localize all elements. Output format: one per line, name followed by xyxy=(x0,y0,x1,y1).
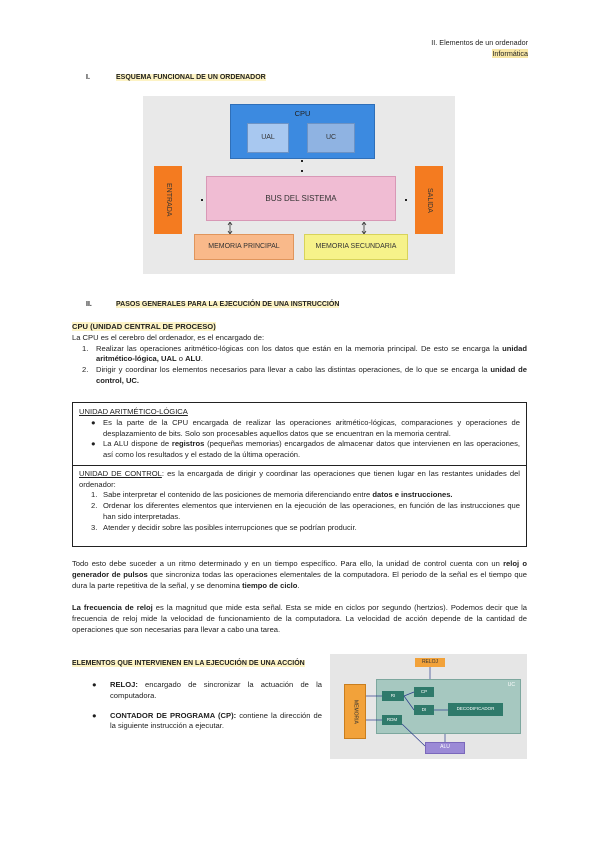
cpu-item-2-num: 2. xyxy=(82,365,89,375)
alu-bullet-1-text: Es la parte de la CPU encargada de realizar las operaciones aritmético-lógicas, comparaciones y operaciones de desplazamiento de bits. Solo son procesables aquellos datos que se encuentran en la memoria central. xyxy=(103,417,520,438)
uc-item-3-num: 3. xyxy=(91,522,98,532)
cpu-item-2-end: . xyxy=(136,375,140,385)
header-subject xyxy=(492,49,528,59)
cpu-item-1-text: Realizar las operaciones aritmético-lógicas con los datos que están en la memoria principal. De esto se encarga la xyxy=(96,343,499,353)
bullet-icon: ● xyxy=(92,710,97,720)
input-box xyxy=(154,166,182,234)
secondary-memory-label: MEMORIA SECUNDARIA xyxy=(315,243,397,251)
cpu-heading xyxy=(72,322,527,333)
d2-decoder-label: DECODIFICADOR xyxy=(456,706,495,712)
alu-title: UNIDAD ARITMÉTICO-LÓGICA xyxy=(79,407,188,416)
cpu-item-2 xyxy=(72,365,527,387)
bullet-icon: ● xyxy=(91,417,96,427)
main-memory-box xyxy=(194,234,294,260)
output-label: SALIDA xyxy=(425,187,433,213)
section-1-heading xyxy=(86,73,266,83)
ual-label: UAL xyxy=(261,134,275,142)
cpu-item-1-end: . xyxy=(200,354,203,364)
alu-bullet-2 xyxy=(79,439,520,461)
connector-dot xyxy=(301,170,303,172)
cpu-item-2-text: Dirigir y coordinar los elementos necesarios para llevar a cabo las distintas operaciones, de lo que se encarga la xyxy=(96,365,488,375)
section-2-num: II. xyxy=(86,301,92,308)
uc-intro-text: : es la encargada de dirigir y coordinar las operaciones que tienen lugar en las restantes unidades del ordenador: xyxy=(79,468,520,489)
d2-alu-label: ALU xyxy=(440,744,450,751)
d2-memory-label: MEMORIA xyxy=(352,699,359,724)
element-clock xyxy=(90,680,322,702)
alu-bullet-1 xyxy=(79,418,520,440)
uc-item-2-text: Ordenar los diferentes elementos que intervienen en la ejecución de las operaciones, en función de las instrucciones que han sido interpretadas. xyxy=(103,501,520,522)
d2-ri-label: RI xyxy=(390,692,396,698)
element-pc-text: contiene la dirección de la siguiente instrucción a ejecutar. xyxy=(110,710,322,731)
section-1-num: I. xyxy=(86,74,90,81)
header-subtitle: II. Elementos de un ordenador xyxy=(431,38,528,47)
uc-item-1 xyxy=(79,490,520,501)
cpu-heading-text: CPU (UNIDAD CENTRAL DE PROCESO) xyxy=(72,322,216,331)
cpu-intro: La CPU es el cerebro del ordenador, es el encargado de: xyxy=(72,332,265,342)
uc-item-2-num: 2. xyxy=(91,501,98,511)
d2-clock-label: RELOJ xyxy=(421,658,439,665)
clock-p1-post: que sincroniza todas las operaciones elementales de la computadora. El periodo de la señal es el tiempo que dura la parte repetitiva de la señal, y se denomina xyxy=(72,569,527,590)
header-subject-text: Informática xyxy=(492,49,528,58)
cpu-box xyxy=(230,104,375,159)
d2-uc-label: UC xyxy=(507,682,515,688)
d2-connectors-icon xyxy=(330,654,527,759)
d2-di-label: DI xyxy=(421,706,427,712)
uc-box xyxy=(307,123,355,153)
section-2-title: PASOS GENERALES PARA LA EJECUCIÓN DE UNA INSTRUCCIÓN xyxy=(116,301,340,308)
cpu-item-1-num: 1. xyxy=(82,343,89,353)
arrow-bus-storage-icon xyxy=(361,222,367,234)
connector-dot xyxy=(301,160,303,162)
alu-bullet-2-bold: registros xyxy=(171,439,205,449)
connector-dot xyxy=(405,199,407,201)
element-pc-bold: CONTADOR DE PROGRAMA (CP): xyxy=(110,710,237,720)
uc-item-1-num: 1. xyxy=(91,490,98,500)
uc-item-1-bold: datos e instrucciones xyxy=(372,490,451,500)
frequency-paragraph xyxy=(72,603,527,635)
main-memory-label: MEMORIA PRINCIPAL xyxy=(208,243,280,251)
frequency-text: es la magnitud que mide esta señal. Esta se mide en ciclos por segundo (hertzios). Podemos decir que la frecuencia de reloj mide la velocidad de funcionamiento de la computadora. La velocidad de acción depende de la cantidad de operaciones que son necesarias para llevar a cabo una tarea. xyxy=(72,603,527,634)
input-label: ENTRADA xyxy=(164,183,172,217)
cpu-section xyxy=(72,322,527,387)
d2-rdm-label: RDM xyxy=(386,716,398,722)
cpu-item-1-mid: o xyxy=(178,354,183,364)
section-1-title: ESQUEMA FUNCIONAL DE UN ORDENADOR xyxy=(116,74,266,81)
cpu-item-1-bold: unidad aritmético-lógica, UAL xyxy=(96,343,527,364)
clock-p1-bold2: tiempo de ciclo xyxy=(242,580,298,590)
clock-paragraph xyxy=(72,559,527,591)
connector-dot xyxy=(201,199,203,201)
d2-cp-label: CP xyxy=(420,688,428,694)
clock-p1-pre: Todo esto debe suceder a un ritmo determinado y en un tiempo específico. Para ello, la unidad de control cuenta con un xyxy=(72,559,500,568)
element-pc xyxy=(90,711,322,733)
section-2-heading xyxy=(86,300,339,310)
cpu-label: CPU xyxy=(294,109,311,118)
elements-list xyxy=(90,680,322,732)
execution-diagram xyxy=(330,654,527,759)
alu-bullet-2-pre: La ALU dispone de xyxy=(103,439,170,449)
uc-item-2 xyxy=(79,501,520,523)
uc-item-1-end: . xyxy=(450,490,453,500)
uc-item-3-text: Atender y decidir sobre las posibles interrupciones que se podrían producir. xyxy=(103,522,357,532)
cpu-item-1 xyxy=(72,344,527,366)
elements-heading-text: ELEMENTOS QUE INTERVIENEN EN LA EJECUCIÓN DE UNA ACCIÓN xyxy=(72,660,305,667)
uc-label: UC xyxy=(325,134,337,142)
units-box xyxy=(72,402,527,547)
output-box xyxy=(415,166,443,234)
system-bus-label: BUS DEL SISTEMA xyxy=(265,193,337,203)
clock-p1-end: . xyxy=(297,580,300,590)
frequency-bold: La frecuencia de reloj xyxy=(72,603,153,612)
uc-item-1-pre: Sabe interpretar el contenido de las posiciones de memoria diferenciando entre xyxy=(103,490,371,500)
system-bus-box xyxy=(206,176,396,221)
cpu-item-1-bold2: ALU xyxy=(185,354,201,364)
uc-intro xyxy=(79,469,520,491)
uc-item-3 xyxy=(79,523,520,534)
clock-p1-bold: reloj o generador de pulsos xyxy=(72,559,527,579)
bullet-icon: ● xyxy=(91,439,96,449)
arrow-bus-memory-icon xyxy=(227,222,233,234)
elements-heading xyxy=(72,659,305,669)
element-clock-text: encargado de sincronizar la actuación de la computadora. xyxy=(110,680,322,700)
uc-section xyxy=(73,465,526,534)
bullet-icon: ● xyxy=(92,680,97,689)
alu-bullet-2-post: (pequeñas memorias) encargados de almacenar datos que intervienen en las operaciones, así como los resultados y el estado de la última operación. xyxy=(103,439,520,460)
functional-diagram xyxy=(143,96,455,274)
uc-title: UNIDAD DE CONTROL xyxy=(79,468,162,478)
alu-box xyxy=(73,403,526,461)
element-clock-bold: RELOJ: xyxy=(110,680,138,689)
ual-box xyxy=(247,123,289,153)
cpu-item-2-bold: unidad de control, UC xyxy=(96,365,527,385)
secondary-memory-box xyxy=(304,234,408,260)
